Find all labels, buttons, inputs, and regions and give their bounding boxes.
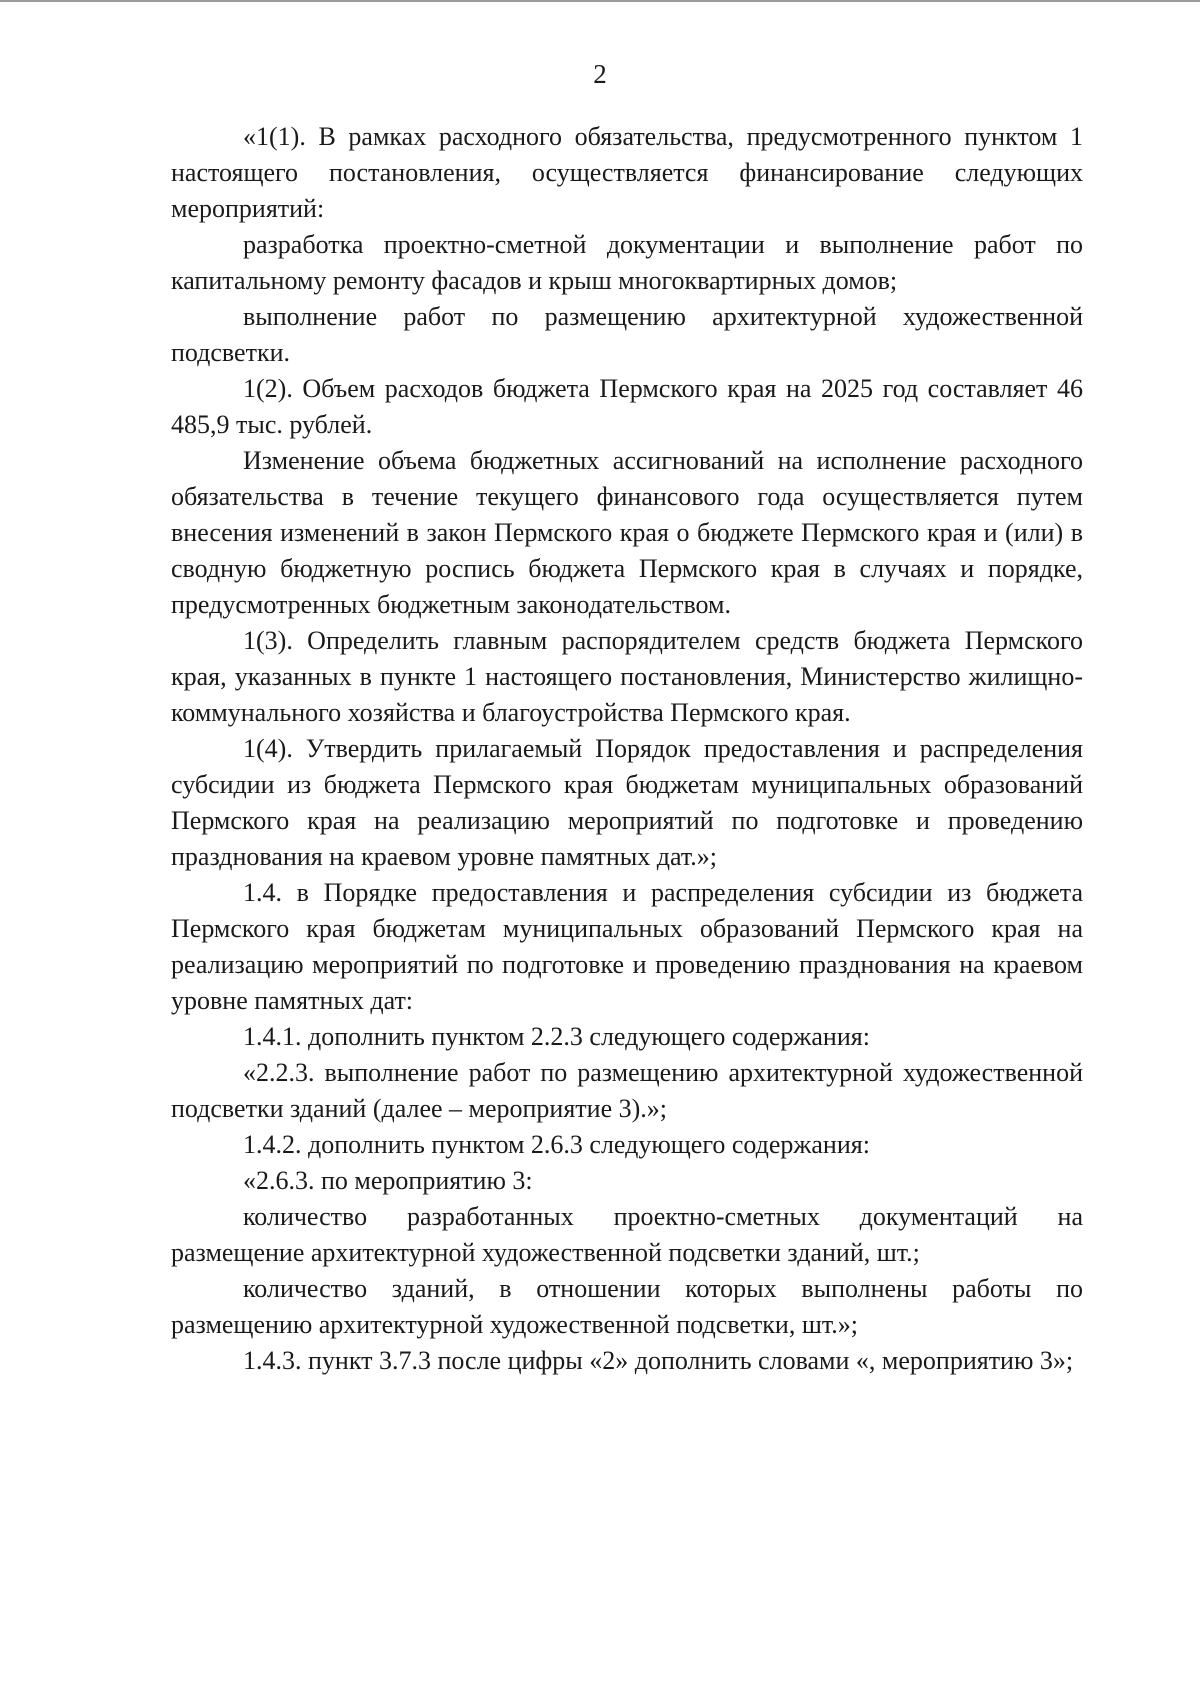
paragraph-2-6-3: «2.6.3. по мероприятию 3: xyxy=(243,1166,533,1195)
paragraph-1-4-1: 1.4.1. дополнить пунктом 2.2.3 следующего содержания: xyxy=(243,1022,870,1051)
paragraph-budget-changes: Изменение объема бюджетных ассигнований на исполнение расходного обязательства в течение текущего финансового года осуществляется путем внесения изменений в закон Пермского края о бюджете Пермского края и (или) в сводную бюджетную роспись бюджета Пермского края в случаях и порядке, предусмотренных бюджетным законодательством. xyxy=(171,446,1083,619)
paragraph-1-4-3: 1.4.3. пункт 3.7.3 после цифры «2» дополнить словами «, мероприятию 3»; xyxy=(243,1346,1074,1375)
paragraph-1-4: 1(4). Утвердить прилагаемый Порядок предоставления и распределения субсидии из бюджета Пермского края бюджетам муниципальных образований Пермского края на реализацию мероприятий по подготовке и проведению празднования на краевом уровне памятных дат.»; xyxy=(171,734,1083,871)
paragraph-section-1-4: 1.4. в Порядке предоставления и распределения субсидии из бюджета Пермского края бюджетам муниципальных образований Пермского края на реализацию мероприятий по подготовке и проведению празднования на краевом уровне памятных дат: xyxy=(171,878,1083,1015)
page-number: 2 xyxy=(593,59,607,89)
document-body xyxy=(171,119,1083,1379)
paragraph-item-lighting-works: выполнение работ по размещению архитектурной художественной подсветки. xyxy=(171,302,1083,367)
paragraph-2-2-3: «2.2.3. выполнение работ по размещению архитектурной художественной подсветки зданий (далее – мероприятие 3).»; xyxy=(171,1058,1083,1123)
paragraph-indicator-docs: количество разработанных проектно-сметных документаций на размещение архитектурной художественной подсветки зданий, шт.; xyxy=(171,1202,1083,1267)
paragraph-1-2: 1(2). Объем расходов бюджета Пермского края на 2025 год составляет 46 485,9 тыс. рублей. xyxy=(171,374,1083,439)
paragraph-1-3: 1(3). Определить главным распорядителем средств бюджета Пермского края, указанных в пункте 1 настоящего постановления, Министерство жилищно-коммунального хозяйства и благоустройства Пермского края. xyxy=(171,626,1083,727)
paragraph-item-design-docs: разработка проектно-сметной документации и выполнение работ по капитальному ремонту фасадов и крыш многоквартирных домов; xyxy=(171,230,1083,295)
paragraph-indicator-buildings: количество зданий, в отношении которых выполнены работы по размещению архитектурной художественной подсветки, шт.»; xyxy=(171,1274,1083,1339)
paragraph-1-1: «1(1). В рамках расходного обязательства, предусмотренного пунктом 1 настоящего постановления, осуществляется финансирование следующих мероприятий: xyxy=(171,122,1083,223)
paragraph-1-4-2: 1.4.2. дополнить пунктом 2.6.3 следующего содержания: xyxy=(243,1130,870,1159)
scan-edge-line xyxy=(0,0,1200,2)
